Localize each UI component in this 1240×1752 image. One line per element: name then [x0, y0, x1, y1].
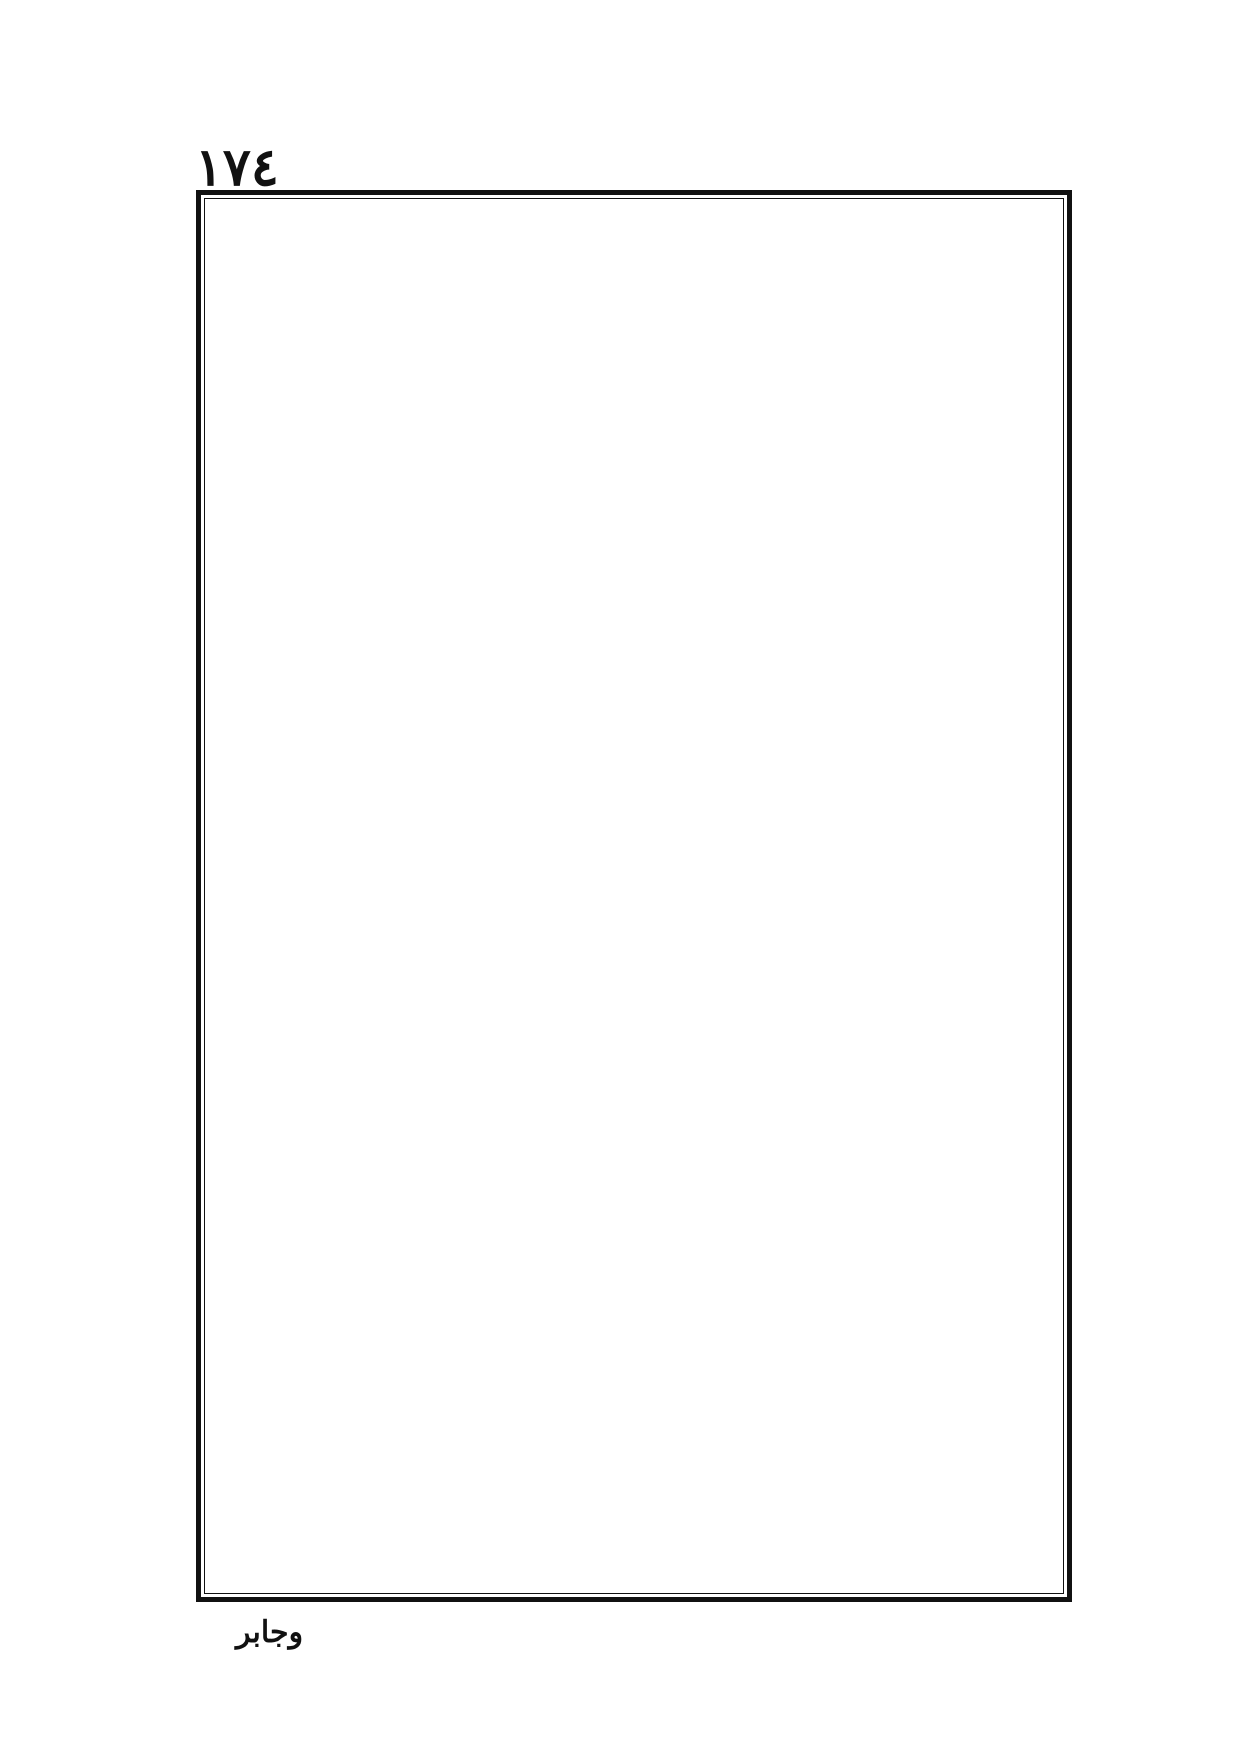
text-line: [218, 1135, 1054, 1171]
text-line: [218, 347, 1054, 383]
text-line: [218, 1506, 1054, 1542]
text-line: [218, 903, 1054, 939]
text-line: [218, 1459, 1054, 1495]
text-line: [218, 671, 1054, 707]
text-line: [218, 579, 1054, 615]
text-line: [218, 1274, 1054, 1310]
text-line: [218, 1228, 1054, 1264]
text-line: [218, 393, 1054, 429]
text-line: [218, 625, 1054, 661]
text-line: [218, 764, 1054, 800]
text-line: [218, 1320, 1054, 1356]
text-line: [218, 996, 1054, 1032]
text-line: [218, 254, 1054, 290]
text-line: [218, 440, 1054, 476]
catchword: وجابر: [236, 1615, 304, 1650]
text-line: [218, 810, 1054, 846]
text-line: [218, 1552, 1054, 1588]
text-line: [218, 718, 1054, 754]
text-line: [218, 1089, 1054, 1125]
text-line: [218, 1042, 1054, 1078]
text-line: [218, 486, 1054, 522]
text-line: [218, 301, 1054, 337]
text-line: [218, 208, 1054, 244]
text-line: [218, 1413, 1054, 1449]
text-line: [218, 532, 1054, 568]
text-line: [218, 1367, 1054, 1403]
main-text-block: [218, 208, 1054, 1588]
text-line: [218, 1181, 1054, 1217]
text-line: [218, 950, 1054, 986]
text-line: [218, 857, 1054, 893]
page-number: ١٧٤: [195, 137, 279, 198]
